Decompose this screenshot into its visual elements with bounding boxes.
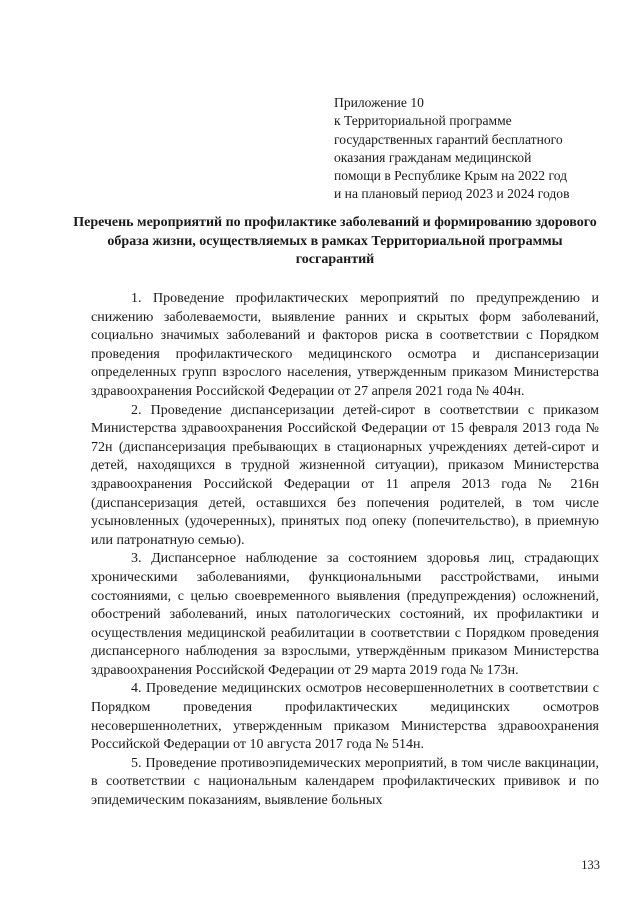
document-body (91, 290, 599, 811)
appendix-line: помощи в Республике Крым на 2022 год (334, 168, 568, 184)
paragraph-2: 2. Проведение диспансеризации детей-сирот в соответствии с приказом Министерства здравоохранения Российской Федерации от 15 февраля 2013 года № 72н (диспансеризация пребывающих в стационарных учреждениях детей-сирот и детей, находящихся в трудной жизненной ситуации), приказом Министерства здравоохранения Российской Федерации от 11 апреля 2013 года № 216н (диспансеризация детей, оставшихся без попечения родителей, в том числе усыновленных (удочеренных), принятых под опеку (попечительство), в приемную или патронатную семью). (91, 402, 599, 548)
appendix-line: оказания гражданам медицинской (334, 149, 532, 165)
appendix-line: и на плановый период 2023 и 2024 годов (334, 186, 570, 202)
paragraph-3: 3. Диспансерное наблюдение за состоянием здоровья лиц, страдающих хроническими заболеваниями, функциональными расстройствами, иными состояниями, с целью своевременного выявления (предупреждения) осложнений, обострений заболеваний, иных патологических состояний, их профилактики и осуществления медицинской реабилитации в соответствии с Порядком проведения диспансерного наблюдения за взрослыми, утверждённым приказом Министерства здравоохранения Российской Федерации от 29 марта 2019 года № 173н. (91, 551, 599, 678)
appendix-line: Приложение 10 (334, 95, 424, 110)
document-title: Перечень мероприятий по профилактике заболеваний и формированию здорового образа жизни, осуществляемых в рамках Территориальной программы госгарантий (73, 215, 597, 267)
paragraph-4: 4. Проведение медицинских осмотров несовершеннолетних в соответствии с Порядком проведения профилактических медицинских осмотров несовершеннолетних, утвержденным приказом Министерства здравоохранения Российской Федерации от 10 августа 2017 года № 514н. (91, 681, 599, 753)
page-number: 133 (581, 858, 600, 872)
paragraph-5: 5. Проведение противоэпидемических мероприятий, в том числе вакцинации, в соответствии с национальным календарем профилактических прививок и по эпидемическим показаниям, выявление больных (91, 755, 599, 809)
appendix-line: к Территориальной программе (334, 113, 512, 129)
paragraph-1: 1. Проведение профилактических мероприятий по предупреждению и снижению заболеваемости, выявление ранних и скрытых форм заболеваний, социально значимых заболеваний и факторов риска в соответствии с Порядком проведения профилактического медицинского осмотра и диспансеризации определенных групп взрослого населения, утвержденным приказом Министерства здравоохранения Российской Федерации от 27 апреля 2021 года № 404н. (91, 291, 599, 399)
appendix-header (334, 94, 614, 204)
appendix-line: государственных гарантий бесплатного (334, 131, 563, 147)
